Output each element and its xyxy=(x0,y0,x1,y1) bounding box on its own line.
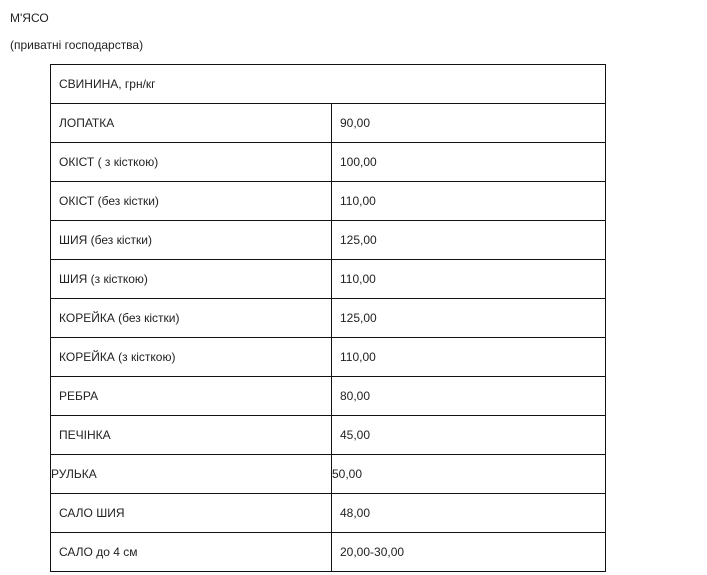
table-row xyxy=(51,299,606,338)
table-row xyxy=(51,143,606,182)
product-name-cell: РЕБРА xyxy=(51,377,332,416)
product-name-cell: РУЛЬКА xyxy=(51,455,332,494)
product-name-cell: КОРЕЙКА (без кістки) xyxy=(51,299,332,338)
table-row xyxy=(51,494,606,533)
product-name-cell: ЛОПАТКА xyxy=(51,104,332,143)
product-name-cell: КОРЕЙКА (з кісткою) xyxy=(51,338,332,377)
price-cell: 48,00 xyxy=(332,494,606,533)
price-cell: 110,00 xyxy=(332,260,606,299)
table-row xyxy=(51,104,606,143)
price-cell: 90,00 xyxy=(332,104,606,143)
page-title: М'ЯСО xyxy=(10,11,49,25)
price-cell: 80,00 xyxy=(332,377,606,416)
table-row xyxy=(51,533,606,572)
table-row xyxy=(51,182,606,221)
product-name-cell: ШИЯ (з кісткою) xyxy=(51,260,332,299)
price-table xyxy=(50,64,606,572)
price-cell: 110,00 xyxy=(332,338,606,377)
page-subtitle: (приватні господарства) xyxy=(10,38,144,52)
price-cell: 110,00 xyxy=(332,182,606,221)
price-cell: 100,00 xyxy=(332,143,606,182)
product-name-cell: ШИЯ (без кістки) xyxy=(51,221,332,260)
price-cell: 50,00 xyxy=(332,455,606,494)
table-row xyxy=(51,455,606,494)
product-name-cell: ОКІСТ ( з кісткою) xyxy=(51,143,332,182)
table-row xyxy=(51,221,606,260)
table-row xyxy=(51,338,606,377)
price-cell: 125,00 xyxy=(332,299,606,338)
product-name-cell: ПЕЧІНКА xyxy=(51,416,332,455)
table-row xyxy=(51,260,606,299)
price-cell: 45,00 xyxy=(332,416,606,455)
product-name-cell: ОКІСТ (без кістки) xyxy=(51,182,332,221)
price-cell: 20,00-30,00 xyxy=(332,533,606,572)
table-header-row xyxy=(51,65,606,104)
table-row xyxy=(51,416,606,455)
product-name-cell: САЛО до 4 см xyxy=(51,533,332,572)
price-cell: 125,00 xyxy=(332,221,606,260)
product-name-cell: САЛО ШИЯ xyxy=(51,494,332,533)
table-header-cell: СВИНИНА, грн/кг xyxy=(51,65,606,104)
table-row xyxy=(51,377,606,416)
